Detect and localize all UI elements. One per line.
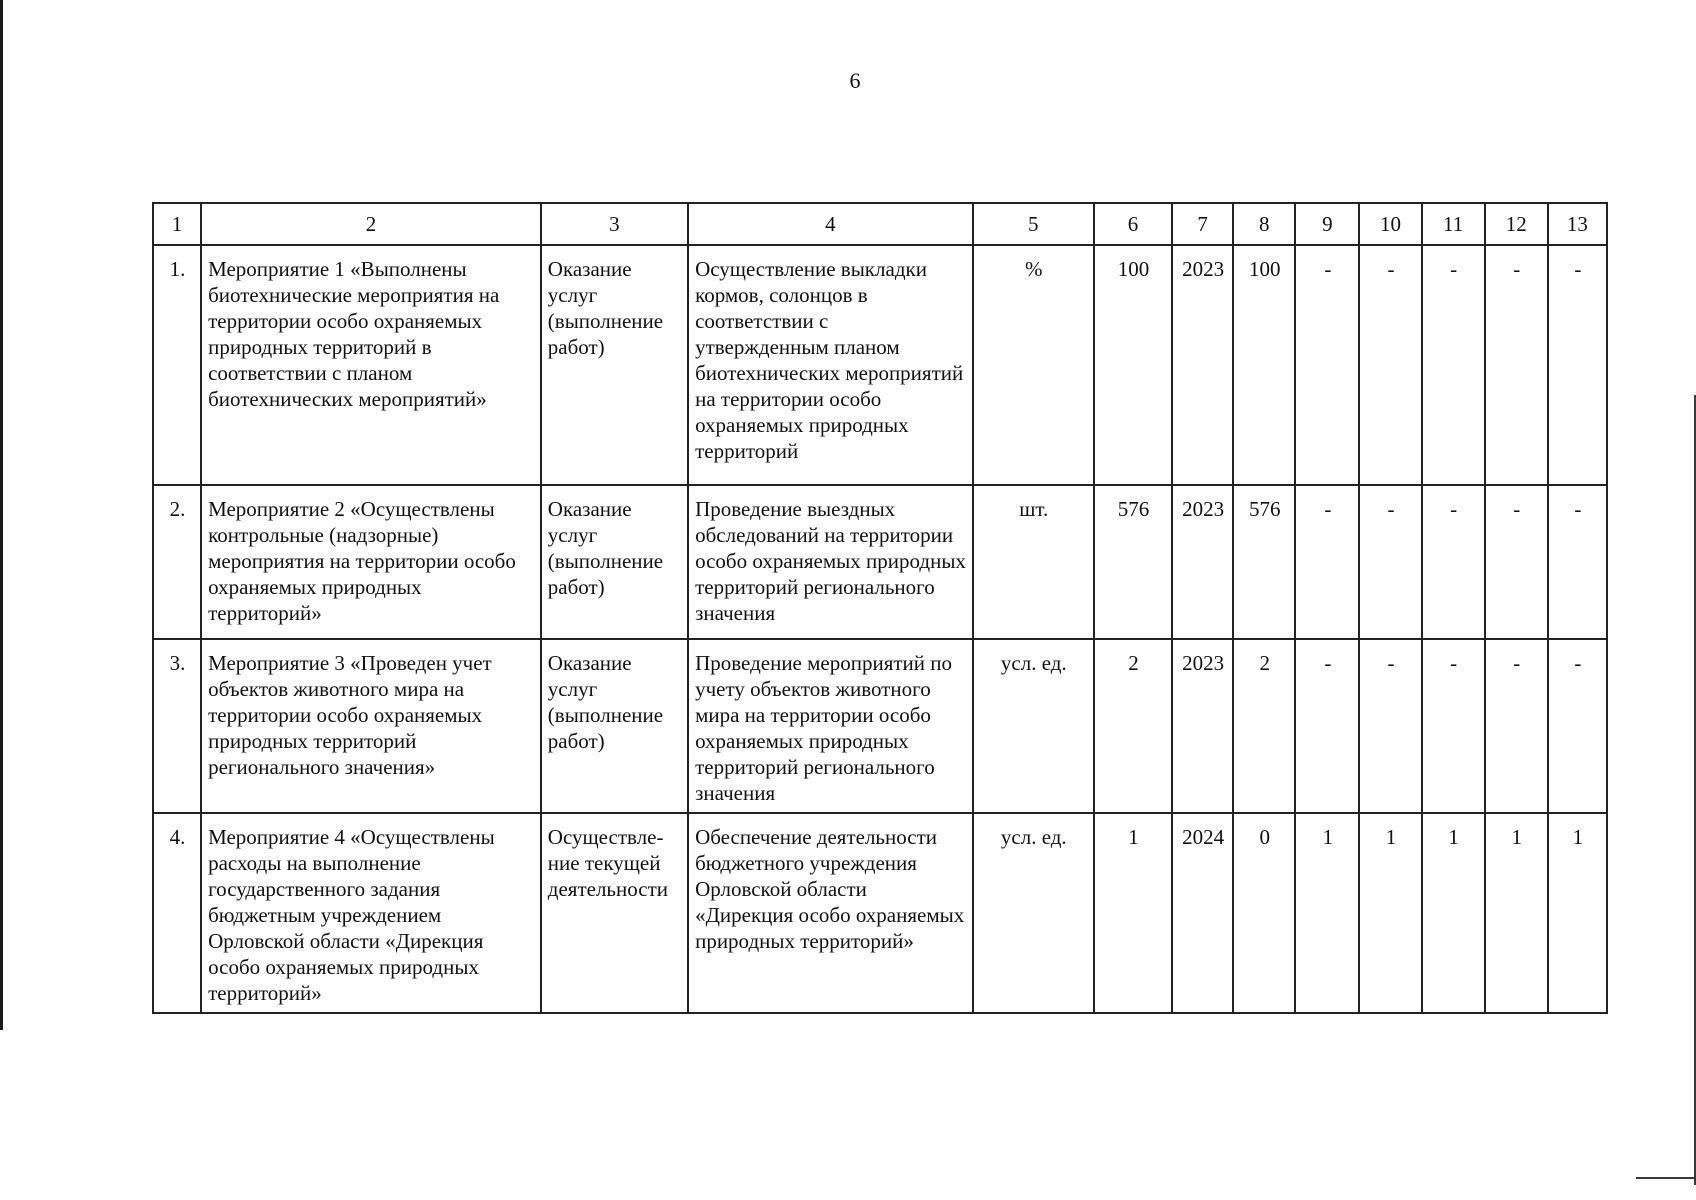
value-cell: 2 [1233, 639, 1295, 813]
measure-type: Осуществление текущей деятельности [541, 813, 688, 1013]
unit-cell: % [973, 245, 1094, 485]
year-cell: 2023 [1172, 639, 1233, 813]
value-cell: - [1359, 639, 1421, 813]
header-cell: 7 [1172, 203, 1233, 245]
measure-name: Мероприятие 2 «Осуществлены контрольные (надзорные) мероприятия на территории особо охраняемых природных территорий» [201, 485, 541, 639]
value-cell: - [1422, 245, 1485, 485]
table-row [153, 485, 1607, 639]
header-cell: 3 [541, 203, 688, 245]
year-cell: 2023 [1172, 485, 1233, 639]
header-cell: 2 [201, 203, 541, 245]
unit-cell: усл. ед. [973, 639, 1094, 813]
measure-description: Проведение мероприятий по учету объектов животного мира на территории особо охраняемых природных территорий регионального значения [688, 639, 973, 813]
header-cell: 10 [1359, 203, 1421, 245]
measure-type: Оказание услуг (выполнение работ) [541, 485, 688, 639]
value-cell: 1 [1485, 813, 1548, 1013]
table-row [153, 245, 1607, 485]
value-cell: - [1485, 245, 1548, 485]
header-cell: 13 [1548, 203, 1607, 245]
value-cell: - [1422, 639, 1485, 813]
value-cell: 0 [1233, 813, 1295, 1013]
measure-type: Оказание услуг (выполнение работ) [541, 639, 688, 813]
header-cell: 9 [1295, 203, 1359, 245]
value-cell: - [1485, 639, 1548, 813]
value-cell: 2 [1094, 639, 1172, 813]
table-row [153, 813, 1607, 1013]
header-cell: 1 [153, 203, 201, 245]
scan-edge-bottom [1636, 1177, 1696, 1179]
value-cell: 1 [1094, 813, 1172, 1013]
header-cell: 12 [1485, 203, 1548, 245]
value-cell: 576 [1233, 485, 1295, 639]
measure-type: Оказание услуг (выполнение работ) [541, 245, 688, 485]
unit-cell: усл. ед. [973, 813, 1094, 1013]
row-number: 2. [153, 485, 201, 639]
value-cell: 100 [1094, 245, 1172, 485]
value-cell: 1 [1295, 813, 1359, 1013]
value-cell: - [1548, 485, 1607, 639]
table-row [153, 639, 1607, 813]
value-cell: - [1295, 245, 1359, 485]
value-cell: - [1485, 485, 1548, 639]
measure-description: Осуществление выкладки кормов, солонцов в соответствии с утвержденным планом биотехнических мероприятий на территории особо охраняемых природных территорий [688, 245, 973, 485]
value-cell: 1 [1422, 813, 1485, 1013]
value-cell: - [1548, 245, 1607, 485]
measures-table [152, 202, 1608, 1014]
value-cell: 1 [1359, 813, 1421, 1013]
page-number: 6 [849, 68, 861, 93]
measure-description: Проведение выездных обследований на территории особо охраняемых природных территорий регионального значения [688, 485, 973, 639]
header-cell: 6 [1094, 203, 1172, 245]
value-cell: 576 [1094, 485, 1172, 639]
row-number: 3. [153, 639, 201, 813]
value-cell: - [1295, 639, 1359, 813]
unit-cell: шт. [973, 485, 1094, 639]
measure-name: Мероприятие 1 «Выполнены биотехнические мероприятия на территории особо охраняемых природных территорий в соответствии с планом биотехнических мероприятий» [201, 245, 541, 485]
measure-name: Мероприятие 4 «Осуществлены расходы на выполнение государственного задания бюджетным учреждением Орловской области «Дирекция особо охраняемых природных территорий» [201, 813, 541, 1013]
value-cell: - [1359, 485, 1421, 639]
measure-description: Обеспечение деятельности бюджетного учреждения Орловской области «Дирекция особо охраняемых природных территорий» [688, 813, 973, 1013]
value-cell: - [1359, 245, 1421, 485]
header-cell: 8 [1233, 203, 1295, 245]
row-number: 1. [153, 245, 201, 485]
header-cell: 4 [688, 203, 973, 245]
value-cell: - [1548, 639, 1607, 813]
measure-name: Мероприятие 3 «Проведен учет объектов животного мира на территории особо охраняемых природных территорий регионального значения» [201, 639, 541, 813]
value-cell: 100 [1233, 245, 1295, 485]
scan-edge-left [0, 0, 3, 1030]
header-row [153, 203, 1607, 245]
row-number: 4. [153, 813, 201, 1013]
year-cell: 2023 [1172, 245, 1233, 485]
value-cell: - [1295, 485, 1359, 639]
year-cell: 2024 [1172, 813, 1233, 1013]
value-cell: - [1422, 485, 1485, 639]
value-cell: 1 [1548, 813, 1607, 1013]
header-cell: 11 [1422, 203, 1485, 245]
header-cell: 5 [973, 203, 1094, 245]
